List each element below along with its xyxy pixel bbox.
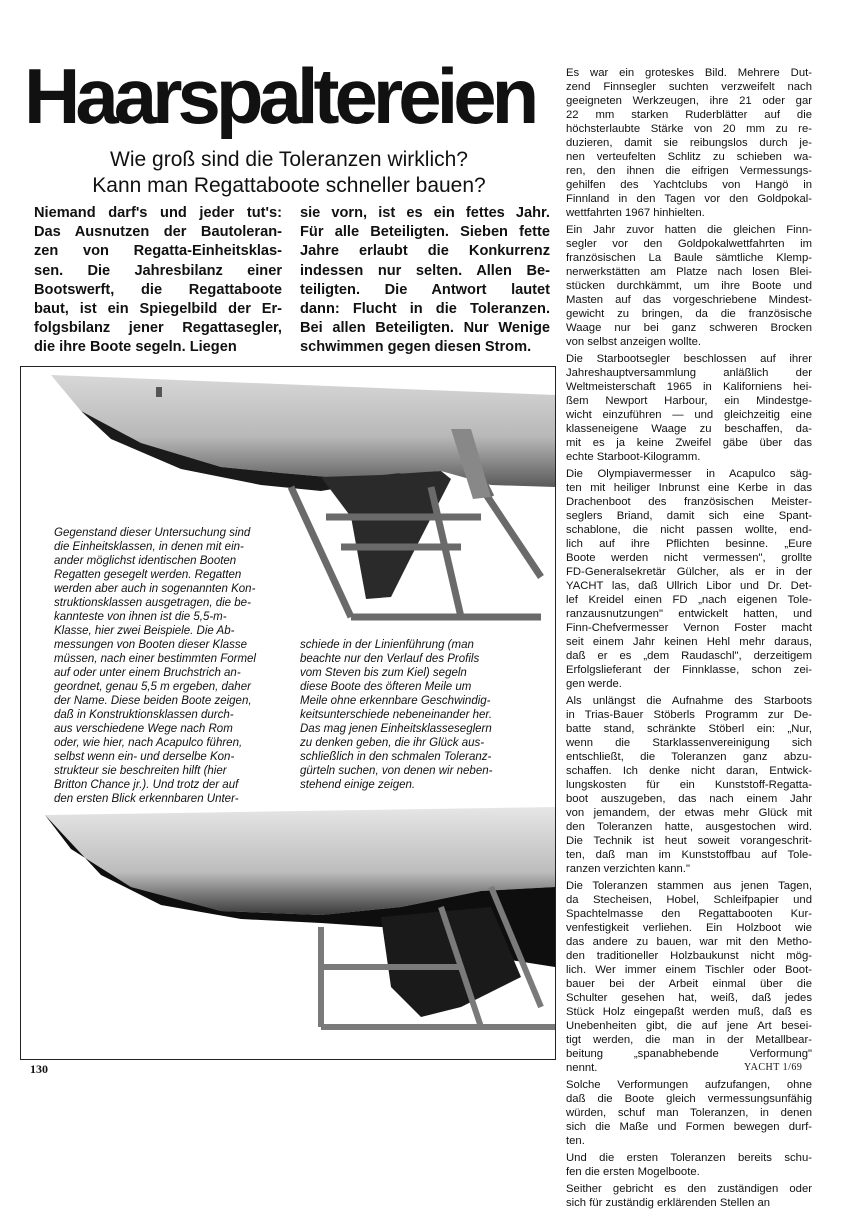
body-line: da Stecheisen, Hobel, Schleifpapier und xyxy=(566,894,812,906)
body-line: gewicht zu bringen, da die französische xyxy=(566,308,812,320)
issue-label: YACHT 1/69 xyxy=(744,1062,803,1073)
caption-line: die Einheitsklassen, in denen mit ein- xyxy=(54,541,244,553)
body-line: den traditioneller Holzbaukunst nicht mög- xyxy=(566,950,812,962)
body-line: Es war ein groteskes Bild. Mehrere Dut- xyxy=(566,67,812,79)
body-line: Masten auf das vorgeschriebene Mindest- xyxy=(566,294,812,306)
body-line: Solche Verformungen aufzufangen, ohne xyxy=(566,1079,812,1091)
lead-line: folgsbilanz jener Regattasegler, xyxy=(34,320,282,337)
lead-line: teiligten. Die Antwort lautet xyxy=(300,281,550,298)
caption-line: oder, wie hier, nach Acapulco führen, xyxy=(54,737,243,749)
caption-line: keitsunterschiede nebeneinander her. xyxy=(300,709,493,721)
body-line: nennt. xyxy=(566,1062,598,1074)
body-line: das andere zu bauen, war mit den Metho- xyxy=(566,936,812,948)
caption-line: diese Boote des öfteren Meile um xyxy=(300,681,472,693)
caption-line: strukteur sie beschreiten hilft (hier xyxy=(54,765,227,777)
body-line: FD-Generalsekretär Gülcher, als er in der xyxy=(566,566,812,578)
body-line: mit es ja keine Zweifel gäbe über das xyxy=(566,437,812,449)
photo-caption-left xyxy=(54,526,290,806)
body-line: entschließt, die Toleranzen ganz abzu- xyxy=(566,751,812,763)
article-title: Haarspaltereien xyxy=(24,52,535,140)
body-line: Seither gebricht es den zuständigen oder xyxy=(566,1183,812,1195)
lead-line: Das Ausnutzen der Bautoleran- xyxy=(34,224,282,241)
body-line: schablone, die nicht passen wollte, end- xyxy=(566,524,812,536)
caption-line: ander möglichst identischen Booten xyxy=(54,555,237,567)
caption-line: werden aber auch in sogenannten Kon- xyxy=(54,583,256,595)
caption-line: gürteln suchen, von denen wir neben- xyxy=(300,765,493,777)
caption-line: Gegenstand dieser Untersuchung sind xyxy=(54,527,251,539)
body-line: venfestigkeit verliehen. Ein Holzboot wie xyxy=(566,922,812,934)
lead-line: sen. Die Jahresbilanz einer xyxy=(34,262,282,279)
body-line: tigt werden, die man in der Metallbear- xyxy=(566,1034,812,1046)
body-line: seit einem Jahr keinen Hehl mehr daraus, xyxy=(566,636,812,648)
lead-line: baut, ist ein Spiegelbild der Er- xyxy=(34,301,282,318)
body-line: nerwerkstätten am Platze nach losen Blei- xyxy=(566,266,812,278)
body-paragraph xyxy=(566,879,812,1075)
body-line: Finn-Chefvermesser Vernon Foster macht xyxy=(566,622,812,634)
caption-line: Klasse, hier zwei Beispiele. Die Ab- xyxy=(54,625,235,637)
body-line: Jahreshauptversammlung anläßlich der xyxy=(566,367,812,379)
body-line: Schulter gesehen hat, weiß, daß jedes xyxy=(566,992,812,1004)
lead-line: zen von Regatta-Einheitsklas- xyxy=(34,243,282,260)
body-line: in Trias-Bauer Stöberls Programm zur De- xyxy=(566,709,812,721)
body-line: französischen La Baule sämtliche Klemp- xyxy=(566,252,812,264)
body-line: Waage nur bei ganz schweren Brocken xyxy=(566,322,812,334)
caption-line: daß in Konstruktionsklassen durch- xyxy=(54,709,234,721)
body-line: seglers Briand, damit sich eine Spant- xyxy=(566,510,812,522)
body-line: echte Starboot-Kilogramm. xyxy=(566,451,701,463)
caption-line: auf oder unter einem Bruchstrich an- xyxy=(54,667,241,679)
caption-line: Das mag jenen Einheitsklasseseglern xyxy=(300,723,492,735)
body-line: den Toleranzen hatte, ausgestochen wird. xyxy=(566,821,812,833)
body-line: Boote werden nicht vermessen", grollte xyxy=(566,552,812,564)
body-line: Die Technik ist heut soweit vorangeschrit- xyxy=(566,835,812,847)
caption-line: stehend einige zeigen. xyxy=(300,779,416,791)
lead-paragraph-left xyxy=(34,204,282,358)
caption-line: aus verschiedene Wege nach Rom xyxy=(54,723,233,735)
body-line: bauer bei der Arbeit einmal über die xyxy=(566,978,812,990)
body-line: ranzausnutzungen" entwickelt hatten, und xyxy=(566,608,812,620)
body-line: Weltmeisterschaft 1965 in Kaliforniens hei- xyxy=(566,381,812,393)
body-line: gehilfen des Yachtclubs von Hangö in xyxy=(566,179,812,191)
body-paragraph xyxy=(566,352,812,464)
body-line: Finnland in den Tagen vor den Goldpokal- xyxy=(566,193,812,205)
body-line: ten mit heiliger Inbrunst eine Kerbe in das xyxy=(566,482,812,494)
body-line: Unebenheiten gibt, die auf jene Art beseі- xyxy=(566,1020,812,1032)
caption-line: schließlich in den schmalen Toleranz- xyxy=(300,751,492,763)
article-subtitle-line-2: Kann man Regattaboote schneller bauen? xyxy=(92,174,486,197)
body-paragraph xyxy=(566,467,812,691)
caption-line: müssen, nach einer bestimmten Formel xyxy=(54,653,256,665)
lead-paragraph-right xyxy=(300,204,550,358)
body-line: nen verteufelten Schlitz zu schieben wa- xyxy=(566,151,812,163)
caption-line: der Name. Diese beiden Boote zeigen, xyxy=(54,695,252,707)
body-line: schaffen. Ich denke nicht daran, Entwick- xyxy=(566,765,812,777)
body-line: daß die Boote gleich vermessungsunfähig xyxy=(566,1093,812,1105)
body-line: fen die ersten Mogelboote. xyxy=(566,1166,700,1178)
caption-line: schiede in der Linienführung (man xyxy=(300,639,474,651)
article-subtitle-line-1: Wie groß sind die Toleranzen wirklich? xyxy=(110,148,468,171)
body-line: Als unlängst die Aufnahme des Starboots xyxy=(566,695,812,707)
body-line: Die Starbootsegler beschlossen auf ihrer xyxy=(566,353,812,365)
body-line: Erfolgslieferant der Finnklasse, schon zei- xyxy=(566,664,812,676)
lower-boat-hull xyxy=(45,807,555,1027)
body-line: Und die ersten Toleranzen bereits schu- xyxy=(566,1152,812,1164)
body-paragraph xyxy=(566,1151,812,1179)
body-line: Die Olympiavermesser in Acapulco säg- xyxy=(566,468,812,480)
body-line: ßem Newport Harbour, ein Mindestge- xyxy=(566,395,812,407)
caption-line: kannteste von ihnen ist die 5,5-m- xyxy=(54,611,227,623)
body-line: sich die Maße und Formen bewegen durf- xyxy=(566,1121,812,1133)
body-line: beitung „spanabhebende Verformung" xyxy=(566,1048,812,1060)
body-line: ren, den ihnen die eifrigen Vermessungs- xyxy=(566,165,812,177)
body-line: Spachtelmasse den Regattabooten Kur- xyxy=(566,908,812,920)
caption-line: den ersten Blick erkennbaren Unter- xyxy=(54,793,239,805)
body-line: YACHT las, daß Ullrich Libor und Dr. Det- xyxy=(566,580,812,592)
body-line: Die Toleranzen stammen aus jenen Tagen, xyxy=(566,880,812,892)
lead-line: Bootswerft, die Regattaboote xyxy=(34,281,282,298)
lead-line: die ihre Boote segeln. Liegen xyxy=(34,339,237,356)
caption-line: struktionsklassen ausgetragen, die be- xyxy=(54,597,251,609)
body-paragraph xyxy=(566,694,812,876)
body-paragraph xyxy=(566,66,812,220)
body-line: höchsterlaubte Stärke von 20 mm zu re- xyxy=(566,123,812,135)
body-line: daß er es „dem Raudaschl", derzeitigem xyxy=(566,650,812,662)
caption-line: messungen von Booten dieser Klasse xyxy=(54,639,248,651)
body-paragraph xyxy=(566,1078,812,1148)
body-line: duzieren, damit sie reibungslos durch je- xyxy=(566,137,812,149)
body-line: lungskosten für ein Kunststoff-Regatta- xyxy=(566,779,812,791)
lead-line: Jahre erlaubt die Konkurrenz xyxy=(300,243,550,260)
body-line: 22 mm starken Ruderblätter auf die xyxy=(566,109,812,121)
lead-line: sie vorn, ist es ein fettes Jahr. xyxy=(300,205,550,221)
body-line: segler vor den Goldpokalwettfahrten im xyxy=(566,238,812,250)
body-line: lef Kreidel einen FD „nach eigenen Tole- xyxy=(566,594,812,606)
body-line: gen werde. xyxy=(566,678,622,690)
body-line: stücken durchkämmt, um ihre Boote und xyxy=(566,280,812,292)
body-line: wenn die Starklassenvereinigung sich xyxy=(566,737,812,749)
body-line: Ein Jahr zuvor hatten die gleichen Finn- xyxy=(566,224,812,236)
lead-line: Bei allen Beteiligten. Nur Wenige xyxy=(300,320,550,337)
body-line: boot auszugeben, das nach einem Jahr xyxy=(566,793,812,805)
body-line: batte stand, schränkte Stöberl ein: „Nur, xyxy=(566,723,812,735)
caption-line: zu denken geben, die ihr Glück aus- xyxy=(300,737,485,749)
body-paragraph xyxy=(566,1182,812,1210)
body-line: ranzen verzichten kann." xyxy=(566,863,690,875)
body-line: sich für zuständig erklärenden Stellen an xyxy=(566,1197,771,1209)
body-line: lich. Wer immer einem Tischler oder Boot- xyxy=(566,964,812,976)
lead-line: dann: Flucht in die Toleranzen. xyxy=(300,301,550,318)
body-line: Stück Holz eingepaßt werden muß, daß es xyxy=(566,1006,812,1018)
lead-line: Niemand darf's und jeder tut's: xyxy=(34,205,282,221)
photo-caption-right xyxy=(300,638,528,792)
caption-line: beachte nur den Verlauf des Profils xyxy=(300,653,480,665)
body-line: lich auf ihre Pflichten besinne. „Eure xyxy=(566,538,812,550)
body-paragraph xyxy=(566,223,812,349)
lead-line: indessen nur selten. Allen Be- xyxy=(300,262,550,279)
body-line: würden, schuf man Toleranzen, in denen xyxy=(566,1107,812,1119)
body-line: klasseneigene Waage zu beschaffen, da- xyxy=(566,423,812,435)
body-line: wettfahrten 1967 hinhielten. xyxy=(566,207,705,219)
body-line: von jemandem, der etwas mehr Glück mit xyxy=(566,807,812,819)
body-line: zend Finnsegler suchten verzweifelt nach xyxy=(566,81,812,93)
caption-line: Regatten gesegelt werden. Regatten xyxy=(54,569,242,581)
caption-line: vom Steven bis zum Kiel) segeln xyxy=(300,667,467,679)
body-line: von selbst anzeigen wollte. xyxy=(566,336,702,348)
caption-line: Britton Chance jr.). Und trotz der auf xyxy=(54,779,239,791)
body-line: wicht einzuführen — und gleichzeitig eine xyxy=(566,409,812,421)
body-line: ten. xyxy=(566,1135,585,1147)
caption-line: geordnet, genau 5,5 m ergeben, daher xyxy=(54,681,251,693)
caption-line: selbst wenn ein- und derselbe Kon- xyxy=(54,751,235,763)
body-line: geeigneten Werkzeugen, ihre 21 oder gar xyxy=(566,95,812,107)
page-number: 130 xyxy=(30,1062,48,1076)
body-line: ten, daß man im Kunststoffbau auf Tole- xyxy=(566,849,812,861)
caption-line: Meile ohne erkennbare Geschwindig- xyxy=(300,695,491,707)
body-text-column xyxy=(566,66,812,1213)
lead-line: Für alle Beteiligten. Sieben fette xyxy=(300,224,550,241)
lead-line: schwimmen gegen diesen Strom. xyxy=(300,339,532,356)
body-line: Drachenboot des französischen Meister- xyxy=(566,496,812,508)
